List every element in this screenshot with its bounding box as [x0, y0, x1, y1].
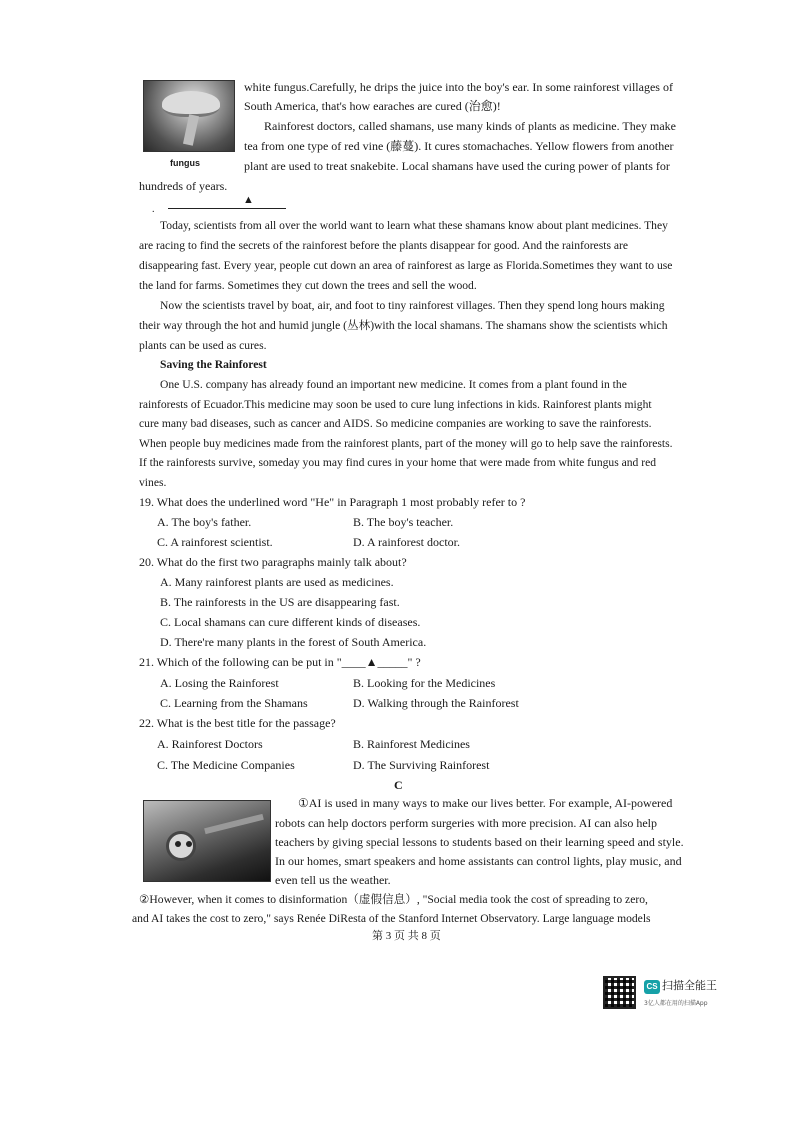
passage-line: plants can be used as cures.	[139, 339, 267, 352]
passage-line: In our homes, smart speakers and home assistants can control lights, play music, and	[275, 854, 682, 868]
passage-line: white fungus.Carefully, he drips the juice into the boy's ear. In some rainforest villages of	[244, 80, 673, 94]
question-stem: 21. Which of the following can be put in "____▲_____" ?	[139, 655, 421, 669]
passage-line: their way through the hot and humid jungle (丛林)with the local shamans. The shamans show the scientists which	[139, 319, 668, 332]
passage-line: are racing to find the secrets of the rainforest before the plants disappear for good. And the rainforests are	[139, 239, 629, 252]
blank-triangle-icon: ▲	[243, 194, 254, 206]
answer-option: A. Many rainforest plants are used as medicines.	[160, 575, 394, 589]
fungus-image	[143, 80, 235, 152]
passage-line: even tell us the weather.	[275, 873, 391, 887]
answer-option: C. The Medicine Companies	[157, 758, 295, 772]
passage-line: disappearing fast. Every year, people cut down an area of rainforest as large as Florida.Sometimes they want to use	[139, 259, 673, 272]
passage-line: Today, scientists from all over the world want to learn what these shamans know about plant medicines. They	[160, 219, 668, 232]
answer-option: A. Losing the Rainforest	[160, 676, 279, 690]
answer-option: A. Rainforest Doctors	[157, 737, 263, 751]
qr-code-icon	[603, 976, 636, 1009]
watermark-tagline: 3亿人都在用的扫描App	[644, 1000, 708, 1007]
camscanner-logo-icon: CS	[644, 980, 660, 994]
paragraph-blank	[168, 208, 286, 209]
answer-option: C. Local shamans can cure different kinds of diseases.	[160, 615, 421, 629]
passage-line: When people buy medicines made from the rainforest plants, part of the money will go to help save the rainforests.	[139, 437, 673, 450]
section-heading: Saving the Rainforest	[160, 358, 267, 371]
watermark-app-name: 扫描全能王	[662, 979, 717, 992]
passage-line: Rainforest doctors, called shamans, use many kinds of plants as medicine. They make	[264, 119, 677, 133]
answer-option: B. Rainforest Medicines	[353, 737, 470, 751]
answer-option: D. The Surviving Rainforest	[353, 758, 490, 772]
question-stem: 22. What is the best title for the passage?	[139, 716, 336, 730]
passage-line: vines.	[139, 476, 167, 489]
passage-line: If the rainforests survive, someday you may find cures in your home that were made from white fungus and red	[139, 456, 657, 469]
passage-line: robots can help doctors perform surgeries with more precision. AI can also help	[275, 816, 658, 830]
answer-option: B. The boy's teacher.	[353, 515, 454, 529]
passage-line: Now the scientists travel by boat, air, and foot to tiny rainforest villages. Then they spend long hours making	[160, 299, 665, 312]
passage-line: South America, that's how earaches are cured (治愈)!	[244, 99, 501, 113]
passage-line: teachers by giving special lessons to students based on their learning speed and style.	[275, 835, 684, 849]
page-number: 第 3 页 共 8 页	[372, 930, 441, 942]
answer-option: D. A rainforest doctor.	[353, 535, 460, 549]
answer-option: C. Learning from the Shamans	[160, 696, 308, 710]
passage-line: rainforests of Ecuador.This medicine may soon be used to cure lung infections in kids. Rainforest plants might	[139, 398, 652, 411]
passage-line: and AI takes the cost to zero," says Renée DiResta of the Stanford Internet Observatory. Large language models	[132, 912, 651, 925]
passage-line: hundreds of years.	[139, 179, 228, 193]
answer-option: D. There're many plants in the forest of South America.	[160, 635, 427, 649]
question-stem: 20. What do the first two paragraphs mainly talk about?	[139, 555, 407, 569]
answer-option: C. A rainforest scientist.	[157, 535, 273, 549]
passage-line: ①AI is used in many ways to make our lives better. For example, AI-powered	[298, 796, 673, 810]
robot-image	[143, 800, 271, 882]
blank-dot: .	[152, 204, 155, 215]
passage-line: One U.S. company has already found an important new medicine. It comes from a plant found in the	[160, 378, 627, 391]
passage-line: tea from one type of red vine (藤蔓). It cures stomachaches. Yellow flowers from another	[244, 139, 674, 153]
question-stem: 19. What does the underlined word "He" in Paragraph 1 most probably refer to ?	[139, 495, 526, 509]
passage-line: plant are used to treat snakebite. Local shamans have used the curing power of plants for	[244, 159, 670, 173]
answer-option: A. The boy's father.	[157, 515, 252, 529]
fungus-caption: fungus	[170, 158, 200, 168]
answer-option: D. Walking through the Rainforest	[353, 696, 519, 710]
passage-line: the land for farms. Sometimes they cut down the trees and sell the wood.	[139, 279, 477, 292]
answer-option: B. Looking for the Medicines	[353, 676, 496, 690]
answer-option: B. The rainforests in the US are disappearing fast.	[160, 595, 400, 609]
section-c-heading: C	[394, 778, 403, 792]
passage-line: ②However, when it comes to disinformation（虚假信息）, "Social media took the cost of spreading to zero,	[139, 893, 648, 906]
passage-line: cure many bad diseases, such as cancer and AIDS. So medicine companies are working to save the rainforests.	[139, 417, 652, 430]
